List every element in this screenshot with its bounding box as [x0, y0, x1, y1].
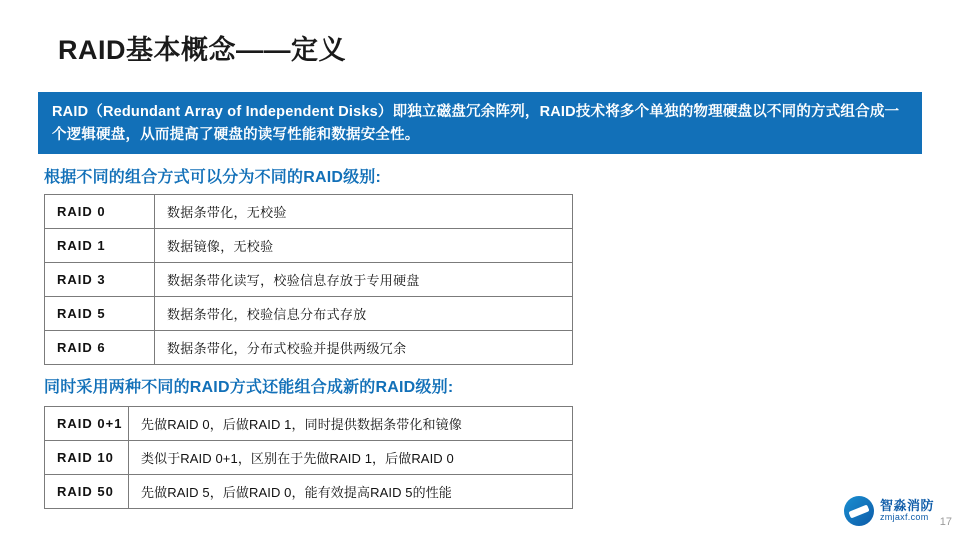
table-row	[45, 229, 573, 263]
raid-description: 类似于RAID 0+1，区别在于先做RAID 1，后做RAID 0	[129, 441, 573, 475]
left-margin-bar	[0, 0, 18, 540]
watermark-logo	[844, 496, 934, 526]
raid-description: 数据条带化，无校验	[155, 195, 573, 229]
section-heading-levels: 根据不同的组合方式可以分为不同的RAID级别:	[44, 169, 382, 186]
logo-text	[880, 499, 934, 522]
raid-description: 数据镜像，无校验	[155, 229, 573, 263]
table-row	[45, 331, 573, 365]
raid-level: RAID 50	[45, 475, 129, 509]
raid-level: RAID 6	[45, 331, 155, 365]
raid-description: 先做RAID 0，后做RAID 1，同时提供数据条带化和镜像	[129, 407, 573, 441]
table-row	[45, 297, 573, 331]
table-row	[45, 475, 573, 509]
raid-level: RAID 3	[45, 263, 155, 297]
raid-description: 数据条带化，分布式校验并提供两级冗余	[155, 331, 573, 365]
table-row	[45, 441, 573, 475]
raid-description: 数据条带化读写，校验信息存放于专用硬盘	[155, 263, 573, 297]
logo-name-en: zmjaxf.com	[879, 512, 929, 523]
raid-description: 先做RAID 5，后做RAID 0，能有效提高RAID 5的性能	[129, 475, 573, 509]
table-row	[45, 263, 573, 297]
page-number: 17	[939, 516, 952, 528]
raid-level: RAID 0+1	[45, 407, 129, 441]
raid-description: 数据条带化，校验信息分布式存放	[155, 297, 573, 331]
table-row	[45, 407, 573, 441]
raid-level: RAID 10	[45, 441, 129, 475]
raid-level: RAID 1	[45, 229, 155, 263]
raid-levels-table	[44, 194, 573, 365]
raid-level: RAID 5	[45, 297, 155, 331]
page-title: RAID基本概念——定义	[58, 35, 346, 65]
logo-icon	[844, 496, 874, 526]
definition-banner	[38, 92, 922, 154]
section-heading-combined: 同时采用两种不同的RAID方式还能组合成新的RAID级别:	[44, 379, 454, 396]
raid-combined-table	[44, 406, 573, 509]
raid-level: RAID 0	[45, 195, 155, 229]
logo-name-cn: 智淼消防	[879, 498, 934, 514]
definition-text: RAID（Redundant Array of Independent Disks）即独立磁盘冗余阵列，RAID技术将多个单独的物理硬盘以不同的方式组合成一个逻辑硬盘，从而提高了硬盘的读写性能和数据安全性。	[52, 104, 900, 143]
table-row	[45, 195, 573, 229]
